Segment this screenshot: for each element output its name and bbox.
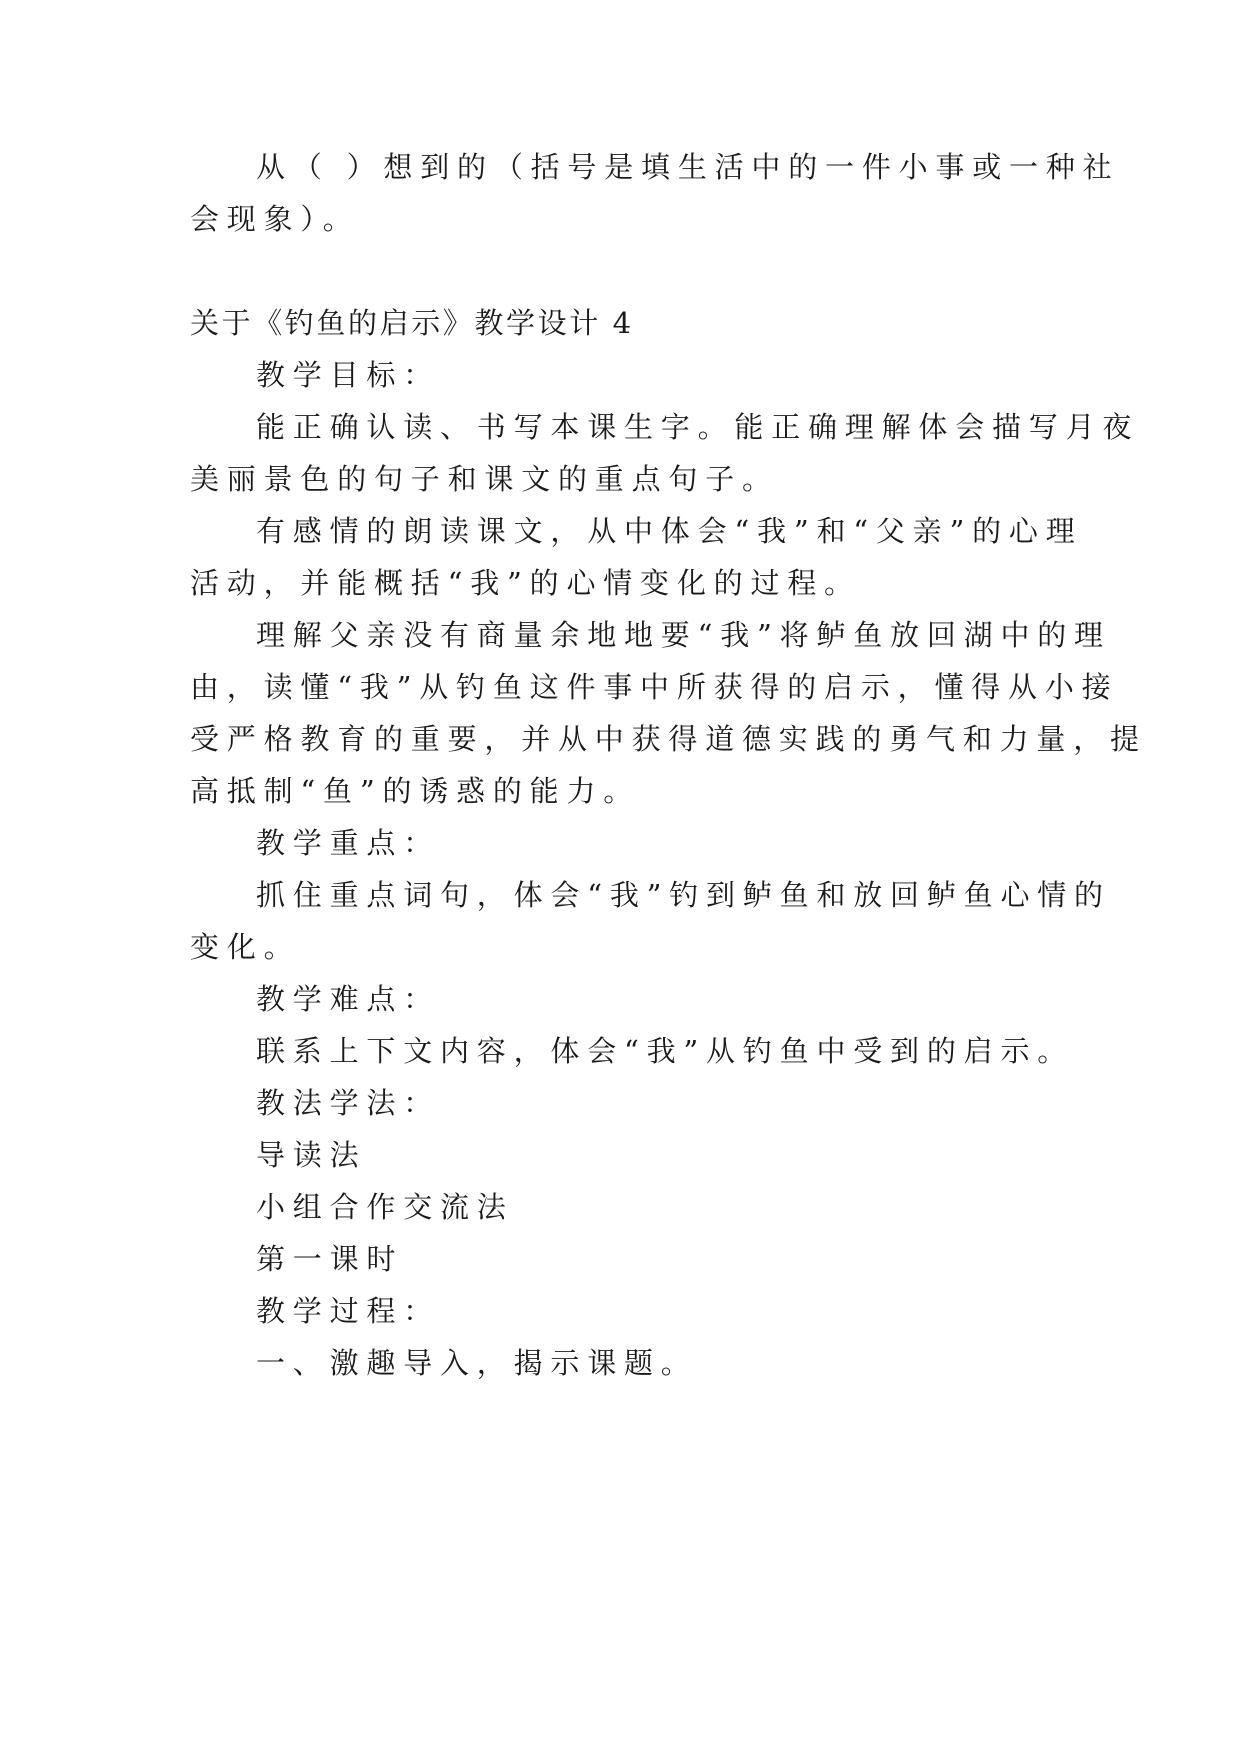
focus-line-1: 抓住重点词句，体会“我”钓到鲈鱼和放回鲈鱼心情的 bbox=[256, 878, 1111, 912]
focus-heading: 教学重点： bbox=[256, 826, 441, 860]
intro-line-2: 会现象）。 bbox=[190, 202, 360, 236]
process-heading: 教学过程： bbox=[256, 1294, 441, 1328]
focus-line-2: 变化。 bbox=[190, 930, 301, 964]
method-1: 导读法 bbox=[256, 1138, 367, 1172]
goal-3-line-2: 由，读懂“我”从钓鱼这件事中所获得的启示，懂得从小接 bbox=[190, 670, 1119, 704]
goal-1-line-1: 能正确认读、书写本课生字。能正确理解体会描写月夜 bbox=[256, 410, 1140, 444]
goals-heading: 教学目标： bbox=[256, 358, 441, 392]
goal-3-line-4: 高抵制“鱼”的诱惑的能力。 bbox=[190, 774, 641, 808]
goal-1-line-2: 美丽景色的句子和课文的重点句子。 bbox=[190, 462, 779, 496]
methods-heading: 教法学法： bbox=[256, 1086, 441, 1120]
method-2: 小组合作交流法 bbox=[256, 1190, 514, 1224]
step-1: 一、激趣导入，揭示课题。 bbox=[256, 1346, 698, 1380]
goal-3-line-1: 理解父亲没有商量余地地要“我”将鲈鱼放回湖中的理 bbox=[256, 618, 1111, 652]
intro-line-1: 从（ ）想到的（括号是填生活中的一件小事或一种社 bbox=[256, 150, 1120, 184]
difficulty-heading: 教学难点： bbox=[256, 982, 441, 1016]
goal-2-line-2: 活动，并能概括“我”的心情变化的过程。 bbox=[190, 566, 861, 600]
section-title: 关于《钓鱼的启示》教学设计 4 bbox=[190, 306, 634, 340]
difficulty-text: 联系上下文内容，体会“我”从钓鱼中受到的启示。 bbox=[256, 1034, 1075, 1068]
goal-3-line-3: 受严格教育的重要，并从中获得道德实践的勇气和力量，提 bbox=[190, 722, 1147, 756]
goal-2-line-1: 有感情的朗读课文，从中体会“我”和“父亲”的心理 bbox=[256, 514, 1083, 548]
lesson-label: 第一课时 bbox=[256, 1242, 404, 1276]
